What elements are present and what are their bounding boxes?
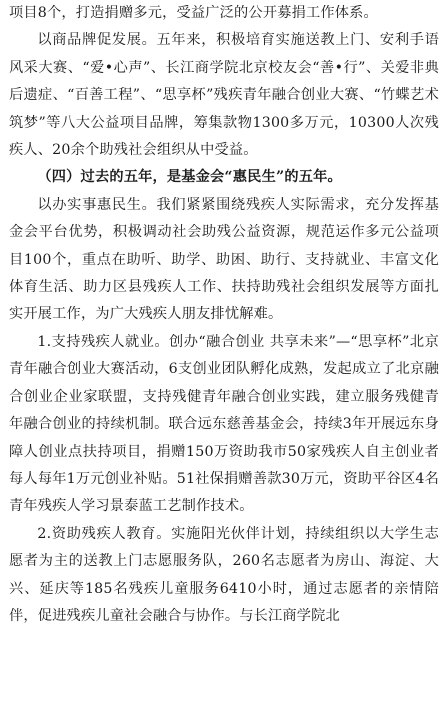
paragraph-employment-support: 1.支持残疾人就业。创办“融合创业 共享未来”—“思享杯”北京青年融合创业大赛活动，6支创业团队孵化成熟，发起成立了北京融合创业企业家联盟，支持残健青年融合创业实践，建立服务残健青年融合创业的持续机制。联合远东慈善基金会，持续3年开展远东身障人创业点扶持项目，捐赠150万资助我市50家残疾人自主创业者每人每年1万元创业补贴。51社保捐赠善款30万元，资助平谷区4名青年残疾人学习景泰蓝工艺制作技术。 — [9, 333, 439, 515]
paragraph-education-support: 2.资助残疾人教育。实施阳光伙伴计划，持续组织以大学生志愿者为主的送教上门志愿服务队，260名志愿者为房山、海淀、大兴、延庆等185名残疾儿童服务6410小时，通过志愿者的亲情陪伴，促进残疾儿童社会融合与协作。与长江商学院北 — [9, 525, 439, 624]
document-page — [9, 0, 439, 630]
paragraph-practical-work: 以办实事惠民生。我们紧紧围绕残疾人实际需求，充分发挥基金会平台优势，积极调动社会助残公益资源，规范运作多元公益项目100个，重点在助听、助学、助困、助行、支持就业、丰富文化体育生活、助力区县残疾人工作、扶持助残社会组织发展等方面扎实开展工作，为广大残疾人朋友排忧解难。 — [9, 196, 439, 323]
paragraph-continuation: 项目8个，打造捐赠多元，受益广泛的公开募捐工作体系。 — [9, 5, 378, 21]
section-heading-livelihood: （四）过去的五年，是基金会“惠民生”的五年。 — [37, 169, 342, 186]
paragraph-brand-projects: 以商品牌促发展。五年来，积极培育实施送教上门、安利手语风采大赛、“爱•心声”、长江商学院北京校友会“善•行”、关爱非典后遗症、“百善工程”、“思享杯”残疾青年融合创业大赛、“竹蝶艺术筑梦”等八大公益项目品牌，筹集款物1300多万元，10300人次残疾人、20余个助残社会组织从中受益。 — [9, 32, 439, 159]
